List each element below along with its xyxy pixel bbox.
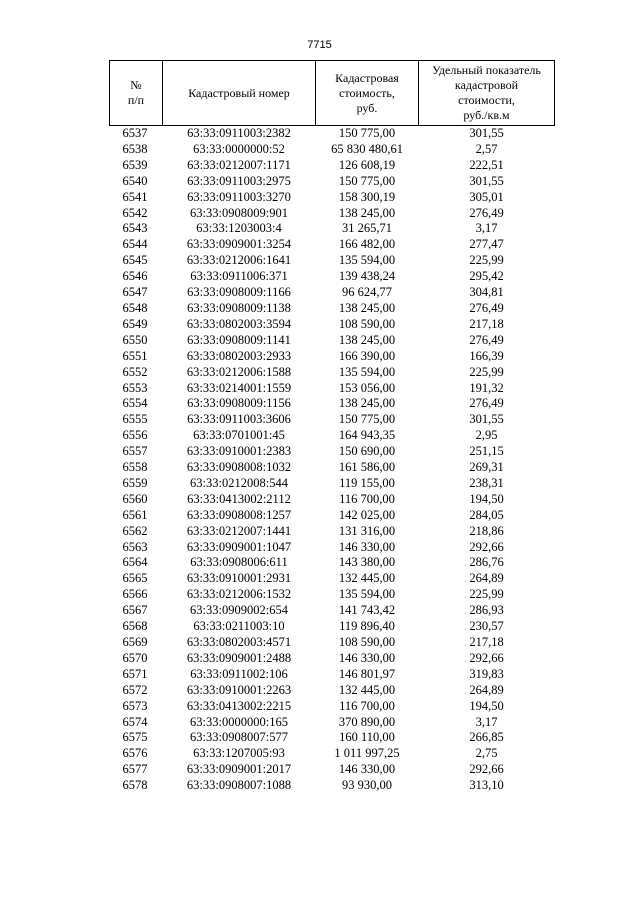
table-row (110, 381, 555, 397)
cadastral-cost: 142 025,00 (338, 507, 396, 522)
cadastral-table (109, 60, 555, 794)
row-number: 6555 (122, 412, 148, 427)
cadastral-cost: 119 155,00 (339, 475, 395, 490)
specific-indicator: 2,95 (475, 428, 498, 443)
table-row (110, 524, 555, 540)
cadastral-number: 63:33:0910001:2383 (186, 444, 292, 459)
specific-indicator: 222,51 (469, 157, 504, 172)
table-row (110, 651, 555, 667)
specific-indicator: 251,15 (469, 444, 504, 459)
cadastral-number: 63:33:0911006:371 (190, 269, 288, 284)
table-row (110, 730, 555, 746)
cadastral-number: 63:33:0802003:2933 (186, 348, 292, 363)
row-number: 6567 (122, 603, 148, 618)
cadastral-number: 63:33:0911003:3270 (187, 189, 291, 204)
row-number: 6565 (122, 571, 148, 586)
table-row (110, 746, 555, 762)
cadastral-number: 63:33:0908009:1166 (187, 285, 291, 300)
cadastral-number: 63:33:0908008:1032 (186, 460, 292, 475)
table-row (110, 603, 555, 619)
specific-indicator: 292,66 (469, 762, 504, 777)
table-row (110, 555, 555, 571)
specific-indicator: 276,49 (469, 396, 504, 411)
table-row (110, 715, 555, 731)
cadastral-number: 63:33:0413002:2215 (186, 698, 292, 713)
cadastral-cost: 1 011 997,25 (334, 746, 400, 761)
row-number: 6548 (122, 300, 148, 315)
cadastral-number: 63:33:0911003:2382 (187, 126, 291, 140)
cadastral-cost: 166 482,00 (338, 237, 396, 252)
header-number: № п/п (110, 61, 163, 126)
cadastral-cost: 132 445,00 (338, 571, 396, 586)
header-row (110, 61, 555, 126)
row-number: 6540 (122, 173, 148, 188)
table-row (110, 142, 555, 158)
cadastral-number: 63:33:0212007:1171 (187, 157, 291, 172)
row-number: 6541 (122, 189, 148, 204)
specific-indicator: 3,17 (475, 221, 498, 236)
cadastral-number: 63:33:0910001:2931 (186, 571, 292, 586)
specific-indicator: 3,17 (475, 714, 498, 729)
row-number: 6558 (122, 460, 148, 475)
cadastral-cost: 93 930,00 (342, 778, 392, 793)
specific-indicator: 313,10 (469, 778, 504, 793)
cadastral-cost: 108 590,00 (338, 316, 396, 331)
cadastral-cost: 108 590,00 (338, 635, 396, 649)
specific-indicator: 304,81 (469, 285, 504, 300)
table-row (110, 253, 555, 269)
table-row (110, 762, 555, 778)
cadastral-cost: 135 594,00 (338, 364, 396, 379)
table-row (110, 126, 555, 142)
cadastral-cost: 166 390,00 (338, 348, 396, 363)
table-row (110, 333, 555, 349)
cadastral-cost: 119 896,40 (339, 619, 395, 634)
cadastral-cost: 31 265,71 (342, 221, 392, 236)
row-number: 6557 (122, 444, 148, 459)
table-row (110, 540, 555, 556)
cadastral-number: 63:33:0212006:1588 (186, 364, 292, 379)
specific-indicator: 286,93 (469, 603, 504, 618)
specific-indicator: 305,01 (469, 189, 504, 204)
row-number: 6562 (122, 523, 148, 538)
specific-indicator: 217,18 (469, 316, 504, 331)
cadastral-number: 63:33:0909001:1047 (186, 539, 292, 554)
row-number: 6553 (122, 380, 148, 395)
row-number: 6573 (122, 698, 148, 713)
cadastral-cost: 153 056,00 (338, 380, 396, 395)
row-number: 6546 (122, 269, 148, 284)
specific-indicator: 319,83 (469, 666, 504, 681)
cadastral-cost: 138 245,00 (338, 205, 396, 220)
specific-indicator: 238,31 (469, 475, 504, 490)
table-row (110, 683, 555, 699)
cadastral-number: 63:33:0211003:10 (193, 619, 285, 634)
cadastral-number: 63:33:0908007:1088 (186, 778, 292, 793)
row-number: 6537 (122, 126, 148, 140)
cadastral-cost: 132 445,00 (338, 682, 396, 697)
table-row (110, 428, 555, 444)
table-row (110, 619, 555, 635)
table-row (110, 174, 555, 190)
cadastral-cost: 138 245,00 (338, 300, 396, 315)
cadastral-number: 63:33:0908009:1141 (187, 332, 291, 347)
cadastral-cost: 150 775,00 (338, 173, 396, 188)
specific-indicator: 284,05 (469, 507, 504, 522)
table-body (110, 126, 555, 795)
cadastral-number: 63:33:0000000:52 (193, 141, 285, 156)
table-row (110, 237, 555, 253)
table-row (110, 206, 555, 222)
cadastral-number: 63:33:0911003:2975 (187, 173, 291, 188)
table-row (110, 221, 555, 237)
cadastral-cost: 158 300,19 (338, 189, 396, 204)
specific-indicator: 269,31 (469, 460, 504, 475)
cadastral-cost: 126 608,19 (338, 157, 396, 172)
specific-indicator: 2,75 (475, 746, 498, 761)
cadastral-number: 63:33:0911003:3606 (187, 412, 291, 427)
cadastral-number: 63:33:0908009:1156 (187, 396, 291, 411)
cadastral-cost: 96 624,77 (342, 285, 392, 300)
cadastral-cost: 164 943,35 (338, 428, 396, 443)
cadastral-cost: 150 775,00 (338, 126, 396, 140)
table-row (110, 460, 555, 476)
cadastral-cost: 160 110,00 (339, 730, 395, 745)
row-number: 6577 (122, 762, 148, 777)
cadastral-cost: 135 594,00 (338, 587, 396, 602)
table-row (110, 158, 555, 174)
header-cadastral-cost: Кадастровая стоимость, руб. (316, 61, 419, 126)
cadastral-number: 63:33:0908006:611 (190, 555, 288, 570)
row-number: 6563 (122, 539, 148, 554)
specific-indicator: 301,55 (469, 173, 504, 188)
cadastral-number: 63:33:0909001:3254 (186, 237, 292, 252)
row-number: 6560 (122, 491, 148, 506)
row-number: 6570 (122, 650, 148, 665)
specific-indicator: 295,42 (469, 269, 504, 284)
cadastral-cost: 131 316,00 (338, 523, 396, 538)
header-specific-indicator: Удельный показатель кадастровой стоимости, руб./кв.м (419, 61, 555, 126)
cadastral-cost: 370 890,00 (338, 714, 396, 729)
table-row (110, 285, 555, 301)
specific-indicator: 225,99 (469, 253, 504, 268)
row-number: 6575 (122, 730, 148, 745)
table-row (110, 699, 555, 715)
cadastral-cost: 135 594,00 (338, 253, 396, 268)
table-row (110, 190, 555, 206)
cadastral-number: 63:33:0212006:1532 (186, 587, 292, 602)
cadastral-number: 63:33:0909002:654 (190, 603, 288, 618)
table-row (110, 396, 555, 412)
row-number: 6572 (122, 682, 148, 697)
table-row (110, 349, 555, 365)
cadastral-number: 63:33:0000000:165 (190, 714, 288, 729)
specific-indicator: 276,49 (469, 332, 504, 347)
cadastral-number: 63:33:0908009:1138 (187, 300, 291, 315)
specific-indicator: 286,76 (469, 555, 504, 570)
row-number: 6539 (122, 157, 148, 172)
table-row (110, 492, 555, 508)
cadastral-number: 63:33:0701001:45 (193, 428, 285, 443)
table-row (110, 301, 555, 317)
cadastral-cost: 141 743,42 (338, 603, 396, 618)
page-number: 7715 (307, 39, 332, 51)
row-number: 6559 (122, 475, 148, 490)
cadastral-number: 63:33:0212007:1441 (186, 523, 292, 538)
row-number: 6576 (122, 746, 148, 761)
cadastral-number: 63:33:0908008:1257 (186, 507, 292, 522)
specific-indicator: 266,85 (469, 730, 504, 745)
cadastral-cost: 65 830 480,61 (331, 141, 403, 156)
table-row (110, 571, 555, 587)
row-number: 6564 (122, 555, 148, 570)
specific-indicator: 166,39 (469, 348, 504, 363)
specific-indicator: 264,89 (469, 682, 504, 697)
cadastral-cost: 146 330,00 (338, 539, 396, 554)
cadastral-cost: 146 801,97 (338, 666, 396, 681)
cadastral-number: 63:33:0908009:901 (190, 205, 288, 220)
row-number: 6551 (122, 348, 148, 363)
row-number: 6549 (122, 316, 148, 331)
cadastral-cost: 138 245,00 (338, 332, 396, 347)
specific-indicator: 292,66 (469, 539, 504, 554)
row-number: 6545 (122, 253, 148, 268)
cadastral-number: 63:33:1203003:4 (196, 221, 282, 236)
cadastral-number: 63:33:0214001:1559 (186, 380, 292, 395)
cadastral-cost: 139 438,24 (338, 269, 396, 284)
row-number: 6544 (122, 237, 148, 252)
specific-indicator: 225,99 (469, 587, 504, 602)
cadastral-number: 63:33:0802003:3594 (186, 316, 292, 331)
specific-indicator: 230,57 (469, 619, 504, 634)
cadastral-number: 63:33:0908007:577 (190, 730, 288, 745)
cadastral-number: 63:33:0212006:1641 (186, 253, 292, 268)
cadastral-cost: 143 380,00 (338, 555, 396, 570)
table-row (110, 412, 555, 428)
header-cadastral-number: Кадастровый номер (163, 61, 316, 126)
cadastral-cost: 146 330,00 (338, 650, 396, 665)
row-number: 6569 (122, 635, 148, 649)
table-row (110, 444, 555, 460)
table-row (110, 587, 555, 603)
cadastral-cost: 116 700,00 (339, 698, 395, 713)
cadastral-cost: 146 330,00 (338, 762, 396, 777)
specific-indicator: 264,89 (469, 571, 504, 586)
cadastral-number: 63:33:0802003:4571 (186, 635, 292, 649)
table-row (110, 508, 555, 524)
cadastral-number: 63:33:0910001:2263 (186, 682, 292, 697)
specific-indicator: 301,55 (469, 412, 504, 427)
cadastral-number: 63:33:0909001:2488 (186, 650, 292, 665)
specific-indicator: 276,49 (469, 205, 504, 220)
specific-indicator: 2,57 (475, 141, 498, 156)
table-row (110, 635, 555, 651)
cadastral-cost: 150 775,00 (338, 412, 396, 427)
table-row (110, 476, 555, 492)
row-number: 6547 (122, 285, 148, 300)
row-number: 6571 (122, 666, 148, 681)
specific-indicator: 194,50 (469, 491, 504, 506)
specific-indicator: 276,49 (469, 300, 504, 315)
table-header (110, 61, 555, 126)
specific-indicator: 191,32 (469, 380, 504, 395)
row-number: 6566 (122, 587, 148, 602)
specific-indicator: 292,66 (469, 650, 504, 665)
specific-indicator: 225,99 (469, 364, 504, 379)
cadastral-cost: 116 700,00 (339, 491, 395, 506)
table-row (110, 365, 555, 381)
row-number: 6543 (122, 221, 148, 236)
row-number: 6556 (122, 428, 148, 443)
row-number: 6574 (122, 714, 148, 729)
table-row (110, 317, 555, 333)
row-number: 6554 (122, 396, 148, 411)
specific-indicator: 194,50 (469, 698, 504, 713)
row-number: 6542 (122, 205, 148, 220)
cadastral-number: 63:33:0909001:2017 (186, 762, 292, 777)
cadastral-cost: 161 586,00 (338, 460, 396, 475)
cadastral-number: 63:33:0212008:544 (190, 475, 288, 490)
specific-indicator: 217,18 (469, 635, 504, 649)
cadastral-cost: 138 245,00 (338, 396, 396, 411)
cadastral-number: 63:33:0911002:106 (190, 666, 288, 681)
row-number: 6550 (122, 332, 148, 347)
specific-indicator: 277,47 (469, 237, 504, 252)
specific-indicator: 218,86 (469, 523, 504, 538)
row-number: 6552 (122, 364, 148, 379)
specific-indicator: 301,55 (469, 126, 504, 140)
row-number: 6578 (122, 778, 148, 793)
table-row (110, 778, 555, 794)
cadastral-number: 63:33:0413002:2112 (187, 491, 291, 506)
row-number: 6561 (122, 507, 148, 522)
row-number: 6538 (122, 141, 148, 156)
row-number: 6568 (122, 619, 148, 634)
cadastral-cost: 150 690,00 (338, 444, 396, 459)
table-row (110, 269, 555, 285)
cadastral-number: 63:33:1207005:93 (193, 746, 285, 761)
table-row (110, 667, 555, 683)
